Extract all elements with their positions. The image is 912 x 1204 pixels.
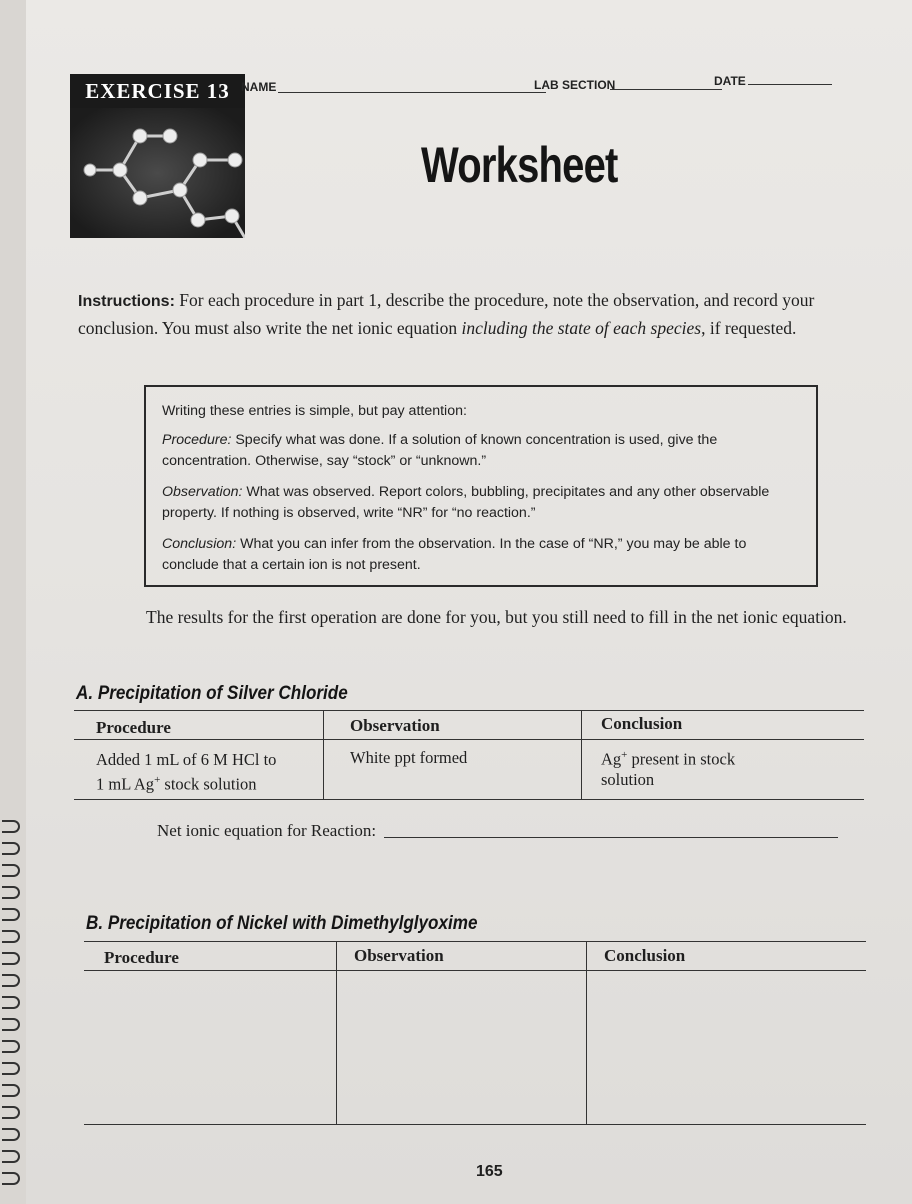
binding-ring: [2, 1106, 20, 1119]
table-a-divider-1: [323, 710, 324, 799]
molecule-icon: [70, 108, 245, 238]
guideline-conclusion-text: What you can infer from the observation. In the case of “NR,” you may be able to conclude that a certain ion is not present.: [162, 536, 747, 573]
table-b-divider-2: [586, 941, 587, 1124]
conclusion-line-1: [601, 745, 735, 770]
table-b-conclusion-cell[interactable]: [589, 974, 864, 1122]
table-b-observation-cell[interactable]: [339, 974, 584, 1122]
section-b-title: B. Precipitation of Nickel with Dimethylglyoxime: [86, 913, 478, 934]
guideline-procedure: [162, 430, 802, 472]
binding-ring: [2, 1128, 20, 1141]
binding-ring: [2, 1062, 20, 1075]
guideline-observation-text: What was observed. Report colors, bubbling, precipitates and any other observable property. If nothing is observed, write “NR” for “no reaction.”: [162, 484, 770, 521]
conclusion-line-2: solution: [601, 769, 655, 789]
table-a-header-conclusion: Conclusion: [601, 714, 683, 733]
binding-ring: [2, 1084, 20, 1097]
binding-ring: [2, 908, 20, 921]
worksheet-page: [26, 0, 912, 1204]
conclusion-line-1-post: present in stock: [627, 749, 736, 769]
binding-ring: [2, 1172, 20, 1185]
table-b-divider-1: [336, 941, 337, 1124]
guidelines-box: [144, 385, 818, 587]
table-a-procedure-cell: [96, 750, 276, 795]
table-b-top-border: [84, 941, 866, 942]
guidelines-intro: Writing these entries is simple, but pay attention:: [162, 403, 467, 419]
date-field[interactable]: [748, 84, 832, 85]
guideline-observation: [162, 482, 802, 524]
guideline-observation-label: Observation:: [162, 484, 243, 500]
page-title: Worksheet: [421, 137, 618, 193]
exercise-label: EXERCISE 13: [70, 74, 245, 108]
guideline-conclusion-label: Conclusion:: [162, 536, 237, 552]
binding-ring: [2, 864, 20, 877]
binding-ring: [2, 842, 20, 855]
table-b-header-border: [84, 970, 866, 971]
binding-ring: [2, 974, 20, 987]
instructions: [78, 287, 878, 342]
lab-section-field[interactable]: [610, 89, 722, 90]
procedure-line-2-post: stock solution: [160, 774, 257, 794]
guideline-procedure-label: Procedure:: [162, 432, 232, 448]
section-a-title: A. Precipitation of Silver Chloride: [76, 683, 348, 704]
procedure-line-2-sup: +: [154, 774, 161, 786]
table-a-bottom-border: [74, 799, 864, 800]
table-a-divider-2: [581, 710, 582, 799]
conclusion-line-1-pre: Ag: [601, 749, 622, 769]
procedure-line-2: [96, 770, 276, 795]
guideline-procedure-text: Specify what was done. If a solution of known concentration is used, give the concentration. Otherwise, say “stock” or “unknown.”: [162, 432, 718, 469]
table-a-top-border: [74, 710, 864, 711]
binding-ring: [2, 1040, 20, 1053]
binding-ring: [2, 952, 20, 965]
procedure-line-2-pre: 1 mL Ag: [96, 774, 155, 794]
table-a-observation-cell: White ppt formed: [350, 748, 468, 767]
binding-ring: [2, 820, 20, 833]
conclusion-line-1-sup: +: [621, 749, 628, 761]
table-b-procedure-cell[interactable]: [88, 974, 334, 1122]
binding-ring: [2, 1018, 20, 1031]
instructions-text-1: For each procedure in part 1, describe the procedure, note the observation, and record your conclusion. You must also write the net ionic equation: [78, 290, 815, 338]
table-a-header-observation: Observation: [350, 716, 440, 735]
guideline-conclusion: [162, 534, 802, 576]
table-b-header-procedure: Procedure: [104, 948, 179, 967]
page-number: 165: [476, 1163, 503, 1180]
exercise-badge: [70, 74, 245, 238]
binding-ring: [2, 886, 20, 899]
name-field[interactable]: [278, 92, 546, 93]
table-b-header-observation: Observation: [354, 946, 444, 965]
spiral-binding: [0, 820, 24, 1204]
binding-ring: [2, 1150, 20, 1163]
lab-section-label: LAB SECTION: [534, 78, 616, 92]
table-a-header-procedure: Procedure: [96, 718, 171, 737]
net-ionic-label: Net ionic equation for Reaction:: [157, 821, 377, 840]
date-label: DATE: [714, 74, 746, 88]
name-label: NAME: [241, 80, 277, 94]
binding-ring: [2, 930, 20, 943]
table-b-header-conclusion: Conclusion: [604, 946, 686, 965]
table-a-header-border: [74, 739, 864, 740]
net-ionic-field[interactable]: [384, 837, 838, 838]
instructions-italic: including the state of each species: [461, 318, 702, 338]
instructions-label: Instructions:: [78, 293, 175, 310]
procedure-line-1: Added 1 mL of 6 M HCl to: [96, 750, 277, 769]
instructions-text-2: , if requested.: [701, 318, 797, 338]
table-b-bottom-border: [84, 1124, 866, 1125]
results-note: The results for the first operation are done for you, but you still need to fill in the net ionic equation.: [146, 607, 847, 627]
table-a-conclusion-cell: [601, 745, 735, 790]
binding-ring: [2, 996, 20, 1009]
